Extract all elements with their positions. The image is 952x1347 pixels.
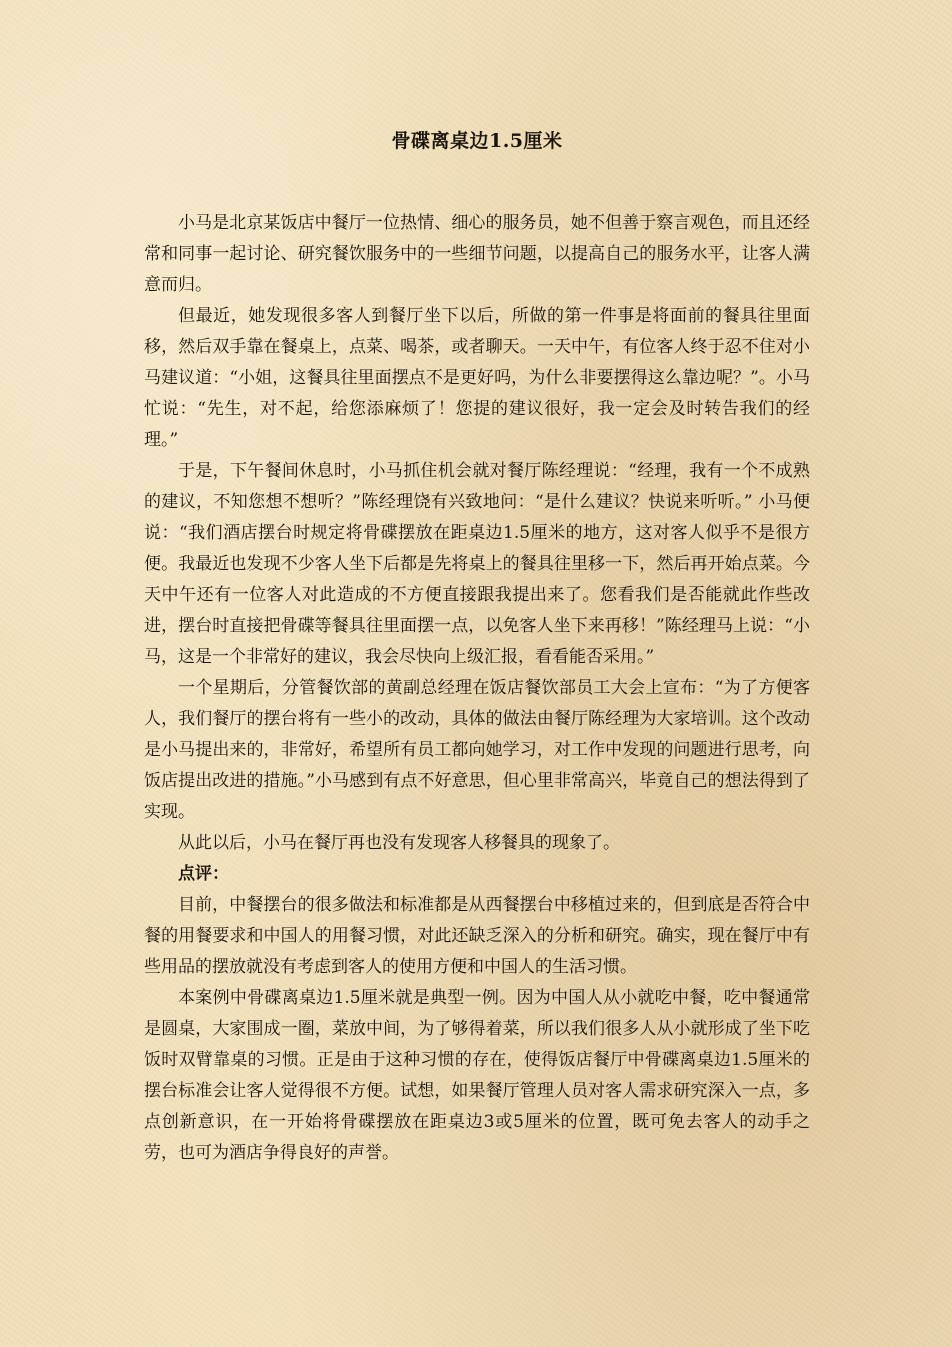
story-paragraph-1: 小马是北京某饭店中餐厅一位热情、细心的服务员，她不但善于察言观色，而且还经常和同事一起讨论、研究餐饮服务中的一些细节问题，以提高自己的服务水平，让客人满意而归。	[144, 213, 810, 295]
story-paragraph-3: 于是，下午餐间休息时，小马抓住机会就对餐厅陈经理说：“经理，我有一个不成熟的建议，不知您想不想听？”陈经理饶有兴致地问：“是什么建议？快说来听听。” 小马便说：“我们酒店摆台时规定将骨碟摆放在距桌边1.5厘米的地方，这对客人似乎不是很方便。我最近也发现不少客人坐下后都是先将桌上的餐具往里移一下，然后再开始点菜。今天中午还有一位客人对此造成的不方便直接跟我提出来了。您看我们是否能就此作些改进，摆台时直接把骨碟等餐具往里面摆一点，以免客人坐下来再移！”陈经理马上说：“小马，这是一个非常好的建议，我会尽快向上级汇报，看看能否采用。”	[144, 461, 810, 667]
story-paragraph-5: 从此以后，小马在餐厅再也没有发现客人移餐具的现象了。	[178, 833, 620, 853]
review-paragraph-2: 本案例中骨碟离桌边1.5厘米就是典型一例。因为中国人从小就吃中餐，吃中餐通常是圆桌，大家围成一圈，菜放中间，为了够得着菜，所以我们很多人从小就形成了坐下吃饭时双臂靠桌的习惯。正是由于这种习惯的存在，使得饭店餐厅中骨碟离桌边1.5厘米的摆台标准会让客人觉得很不方便。试想，如果餐厅管理人员对客人需求研究深入一点，多点创新意识，在一开始将骨碟摆放在距桌边3或5厘米的位置，既可免去客人的动手之劳，也可为酒店争得良好的声誉。	[144, 988, 810, 1163]
document-title: 骨碟离桌边1.5厘米	[391, 130, 563, 152]
review-paragraph-1: 目前，中餐摆台的很多做法和标准都是从西餐摆台中移植过来的，但到底是否符合中餐的用餐要求和中国人的用餐习惯，对此还缺乏深入的分析和研究。确实，现在餐厅中有些用品的摆放就没有考虑到客人的使用方便和中国人的生活习惯。	[144, 895, 810, 977]
story-paragraph-4: 一个星期后，分管餐饮部的黄副总经理在饭店餐饮部员工大会上宣布：“为了方便客人，我们餐厅的摆台将有一些小的改动，具体的做法由餐厅陈经理为大家培训。这个改动是小马提出来的，非常好，希望所有员工都向她学习，对工作中发现的问题进行思考，向饭店提出改进的措施。”小马感到有点不好意思，但心里非常高兴，毕竟自己的想法得到了实现。	[144, 678, 810, 822]
story-paragraph-2: 但最近，她发现很多客人到餐厅坐下以后，所做的第一件事是将面前的餐具往里面移，然后双手靠在餐桌上，点菜、喝茶，或者聊天。一天中午，有位客人终于忍不住对小马建议道：“小姐，这餐具往里面摆点不是更好吗，为什么非要摆得这么靠边呢？”。小马忙说：“先生，对不起，给您添麻烦了！您提的建议很好，我一定会及时转告我们的经理。”	[144, 306, 810, 450]
review-heading: 点评：	[178, 864, 229, 884]
document-page	[144, 120, 810, 1169]
